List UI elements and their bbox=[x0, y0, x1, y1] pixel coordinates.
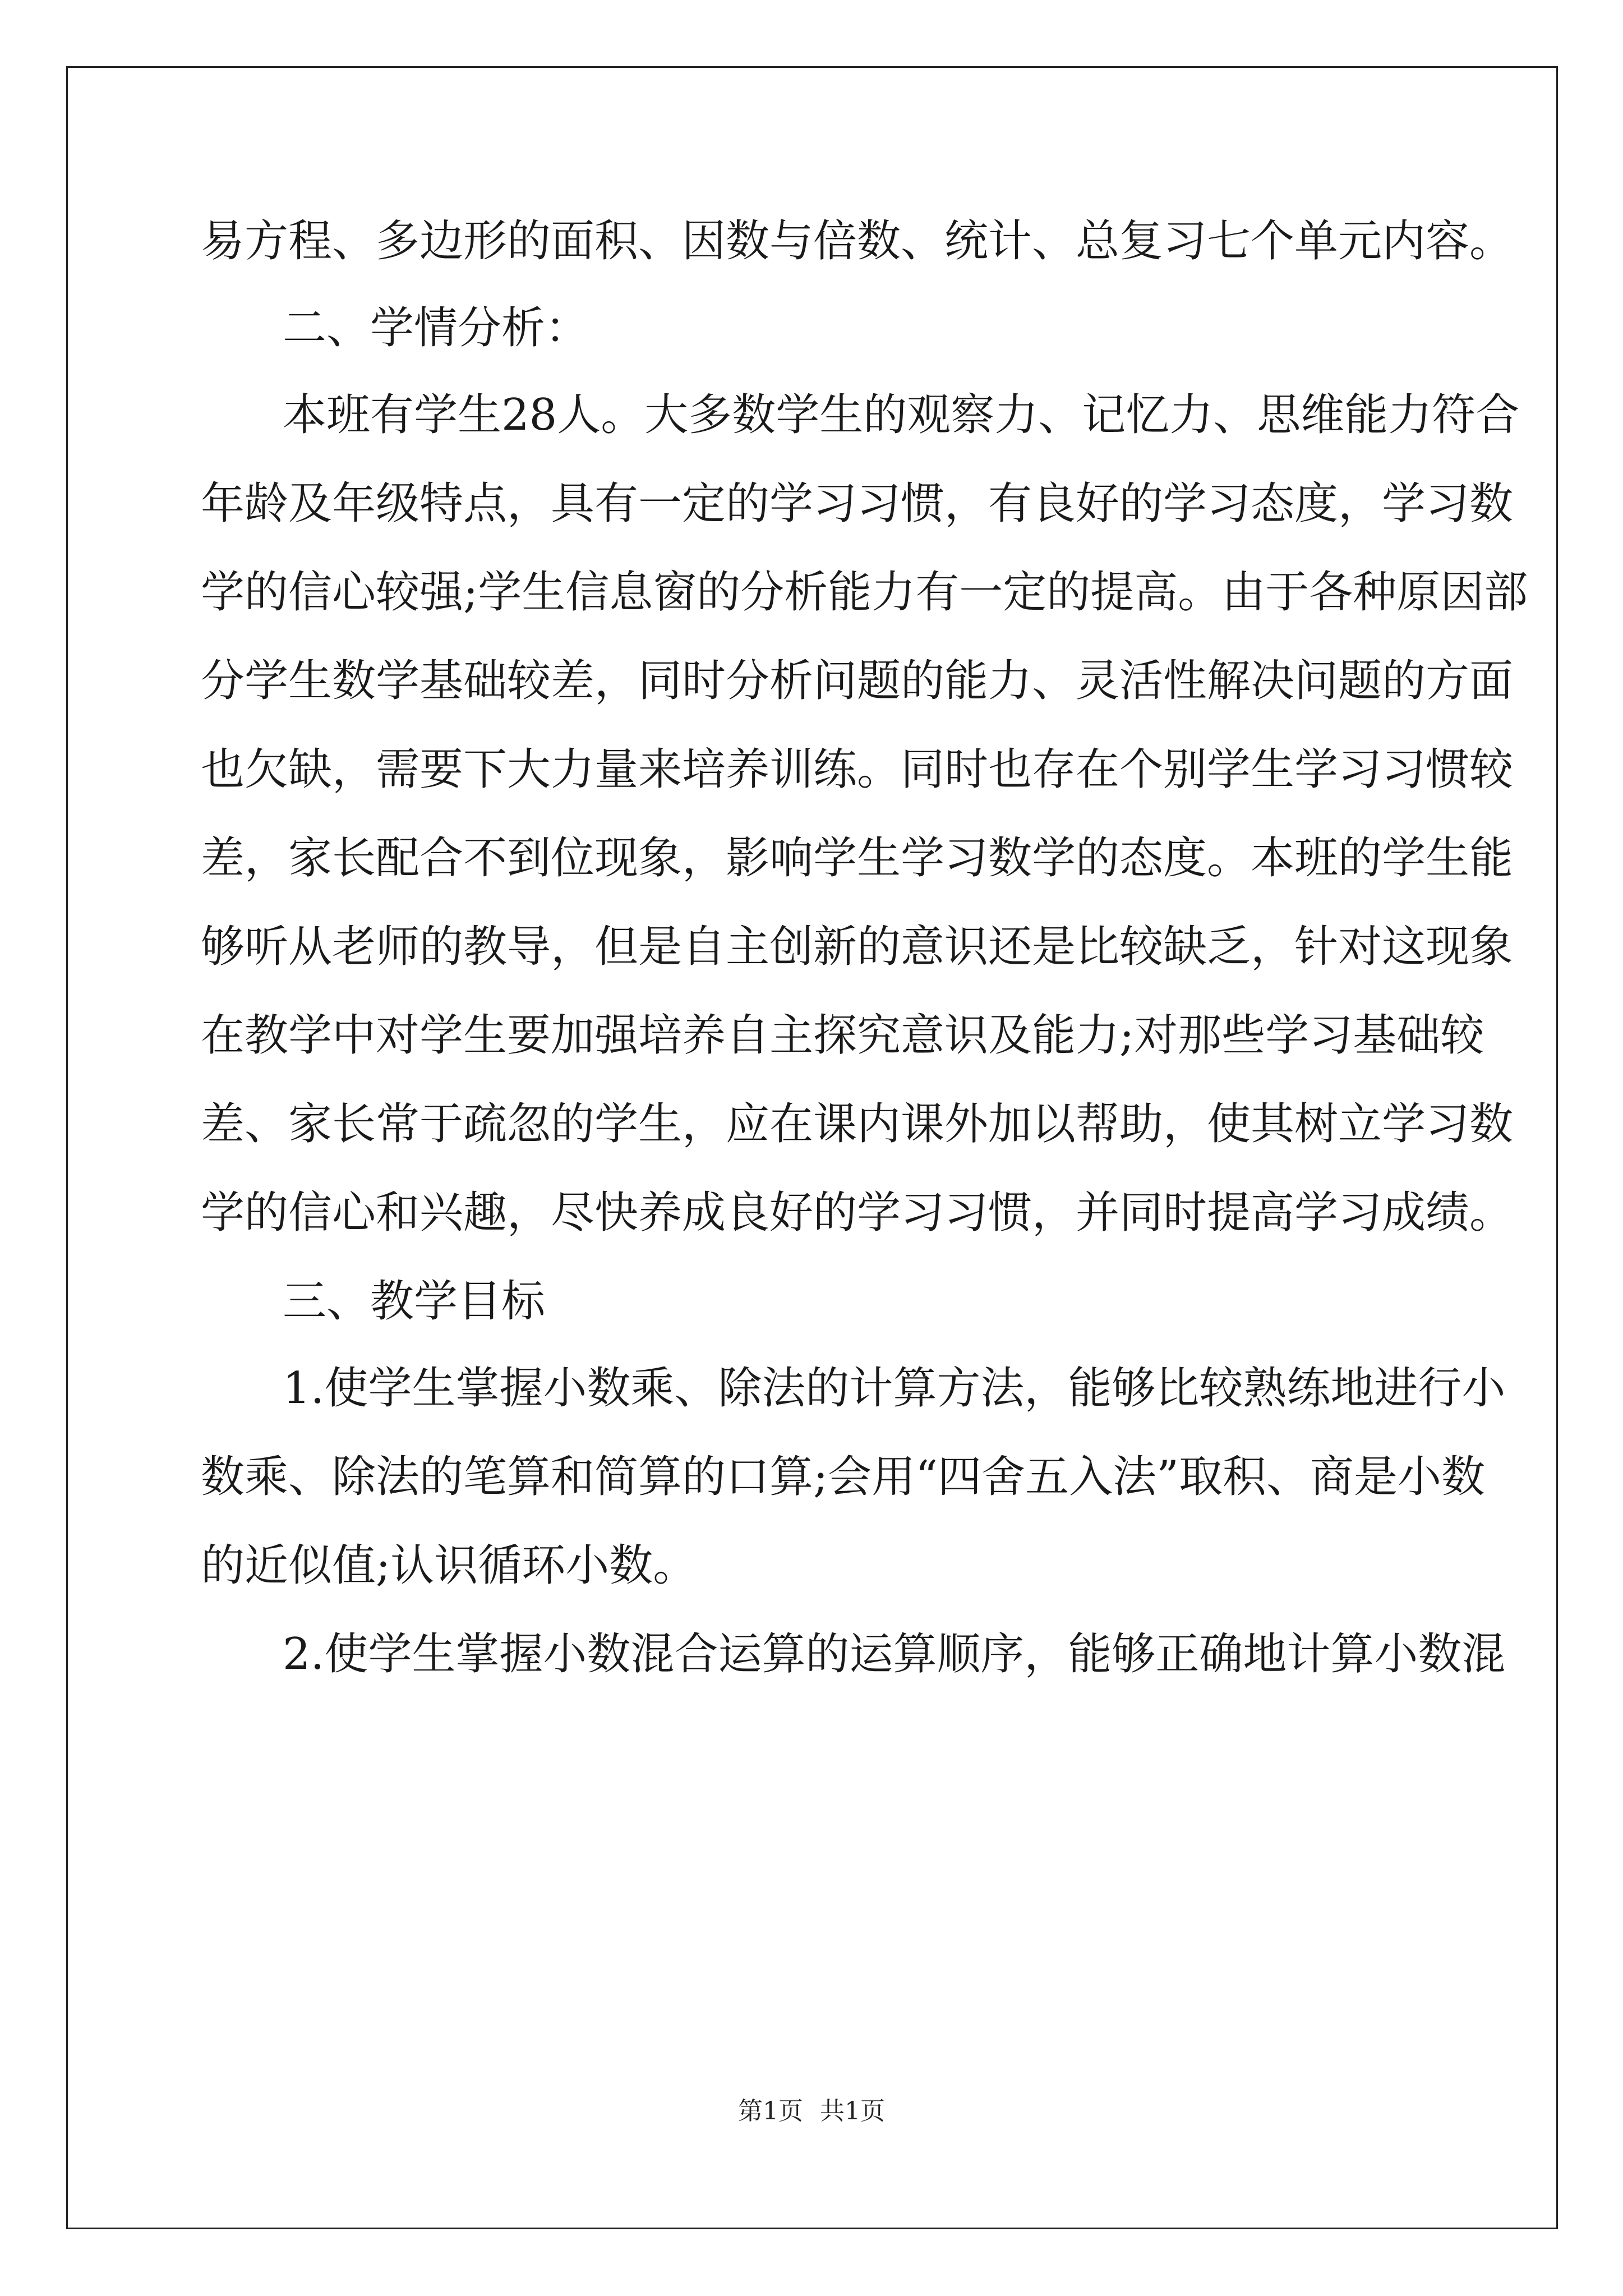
section-heading: 二、学情分析： bbox=[283, 303, 589, 353]
paragraph-line: 易方程、多边形的面积、因数与倍数、统计、总复习七个单元内容。 bbox=[201, 216, 1514, 266]
paragraph-line: 在教学中对学生要加强培养自主探究意识及能力;对那些学习基础较 bbox=[201, 1010, 1484, 1061]
paragraph-line: 够听从老师的教导，但是自主创新的意识还是比较缺乏，针对这现象 bbox=[201, 922, 1514, 972]
paragraph-line: 本班有学生28人。大多数学生的观察力、记忆力、思维能力符合 bbox=[283, 390, 1520, 440]
paragraph-line: 学的信心和兴趣，尽快养成良好的学习习惯，并同时提高学习成绩。 bbox=[201, 1188, 1514, 1238]
page-footer bbox=[0, 2095, 1623, 2128]
page-number: 第1页 bbox=[738, 2097, 803, 2125]
page-total: 共1页 bbox=[820, 2097, 885, 2125]
paragraph-line: 1.使学生掌握小数乘、除法的计算方法，能够比较熟练地进行小 bbox=[283, 1363, 1506, 1414]
paragraph-line: 分学生数学基础较差，同时分析问题的能力、灵活性解决问题的方面 bbox=[201, 656, 1514, 706]
paragraph-line: 的近似值;认识循环小数。 bbox=[201, 1540, 697, 1591]
paragraph-line: 2.使学生掌握小数混合运算的运算顺序，能够正确地计算小数混 bbox=[283, 1629, 1506, 1680]
paragraph-line: 差、家长常于疏忽的学生，应在课内课外加以帮助，使其树立学习数 bbox=[201, 1099, 1514, 1149]
paragraph-line: 数乘、除法的笔算和简算的口算;会用“四舍五入法”取积、商是小数 bbox=[201, 1452, 1486, 1502]
paragraph-line: 年龄及年级特点，具有一定的学习习惯，有良好的学习态度，学习数 bbox=[201, 478, 1514, 529]
paragraph-line: 差，家长配合不到位现象，影响学生学习数学的态度。本班的学生能 bbox=[201, 833, 1514, 884]
section-heading: 三、教学目标 bbox=[283, 1276, 546, 1327]
paragraph-line: 也欠缺，需要下大力量来培养训练。同时也存在个别学生学习习惯较 bbox=[201, 744, 1514, 795]
paragraph-line: 学的信心较强;学生信息窗的分析能力有一定的提高。由于各种原因部 bbox=[201, 567, 1528, 618]
